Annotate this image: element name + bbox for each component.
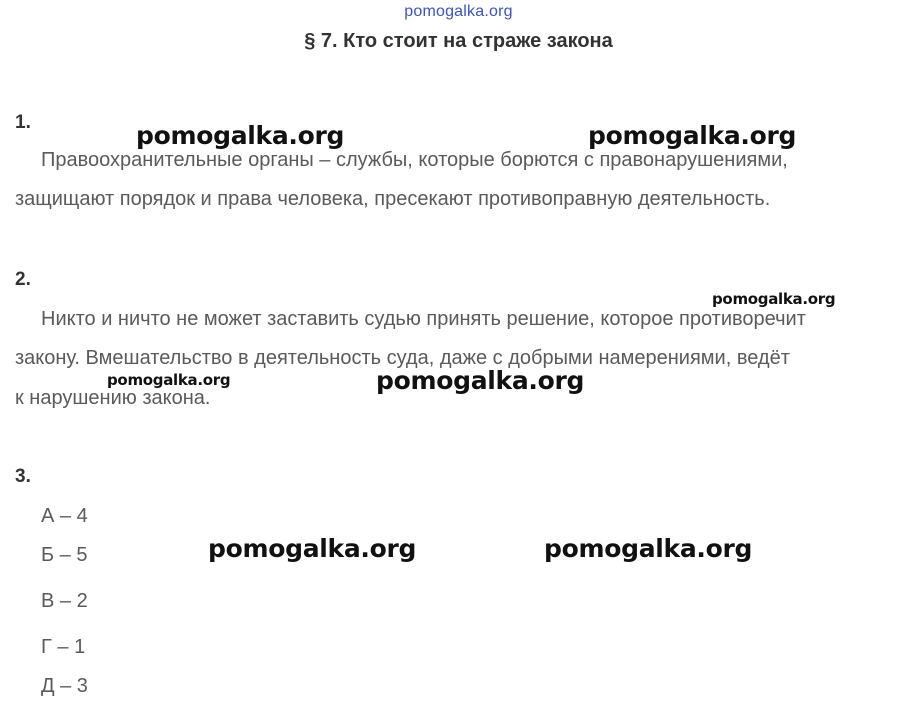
watermark: pomogalka.org <box>544 534 753 563</box>
watermark: pomogalka.org <box>376 366 585 395</box>
answer-line: Правоохранительные органы – службы, которые борются с правонарушениями, <box>41 149 788 171</box>
answer-line: к нарушению закона. <box>15 387 211 409</box>
match-answer: Б – 5 <box>41 544 88 566</box>
match-answer: В – 2 <box>41 590 88 612</box>
watermark: pomogalka.org <box>136 121 345 150</box>
watermark: pomogalka.org <box>208 534 417 563</box>
question-number: 2. <box>15 269 31 290</box>
match-answer: Д – 3 <box>41 675 88 697</box>
question-number: 1. <box>15 112 31 133</box>
answer-line: защищают порядок и права человека, пресекают противоправную деятельность. <box>15 188 771 210</box>
watermark: pomogalka.org <box>588 121 797 150</box>
question-number: 3. <box>15 466 31 487</box>
watermark: pomogalka.org <box>712 290 836 308</box>
watermark: pomogalka.org <box>107 371 231 389</box>
site-header-logo: pomogalka.org <box>404 3 513 20</box>
answer-line: закону. Вмешательство в деятельность суда, даже с добрыми намерениями, ведёт <box>15 347 790 369</box>
page-title: § 7. Кто стоит на страже закона <box>304 30 613 52</box>
match-answer: А – 4 <box>41 505 88 527</box>
answer-line: Никто и ничто не может заставить судью принять решение, которое противоречит <box>41 308 806 330</box>
match-answer: Г – 1 <box>41 636 86 658</box>
